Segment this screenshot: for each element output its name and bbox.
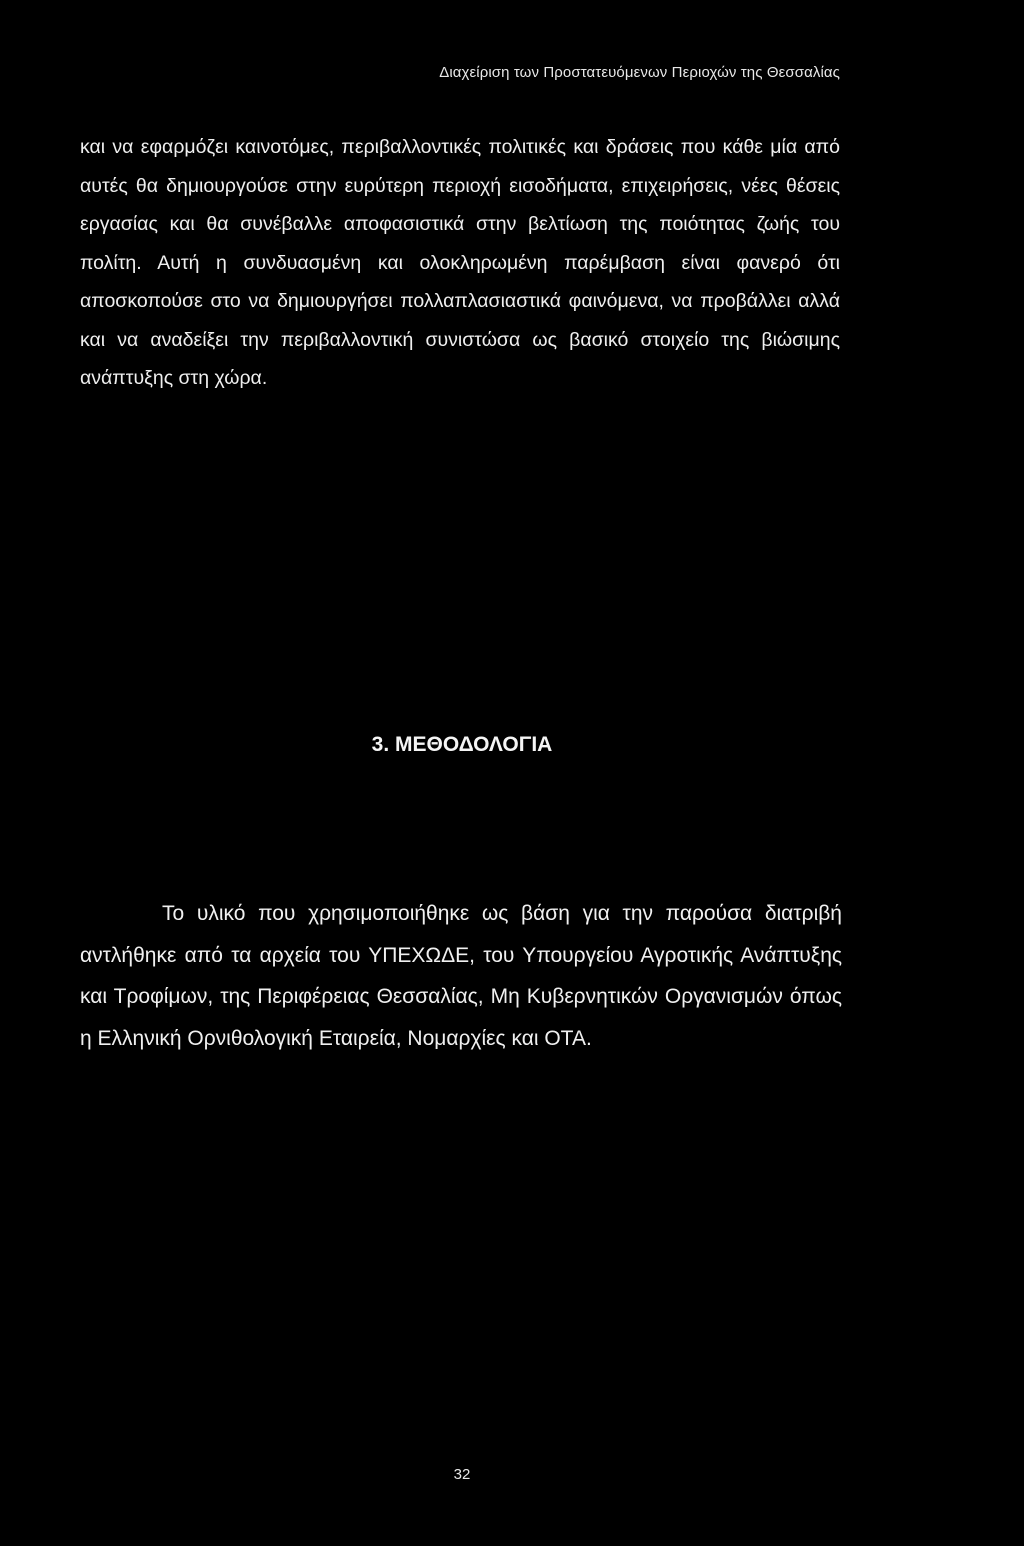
methodology-paragraph: Το υλικό που χρησιμοποιήθηκε ως βάση για την παρούσα διατριβή αντλήθηκε από τα αρχεία του ΥΠΕΧΩΔΕ, του Υπουργείου Αγροτικής Ανάπτυξης και Τροφίμων, της Περιφέρειας Θεσσαλίας, Μη Κυβερνητικών Οργανισμών όπως η Ελληνική Ορνιθολογική Εταιρεία, Νομαρχίες και ΟΤΑ. [80, 902, 842, 1050]
running-header: Διαχείριση των Προστατευόμενων Περιοχών της Θεσσαλίας [439, 64, 840, 81]
section-title: 3. ΜΕΘΟΔΟΛΟΓΙΑ [371, 733, 553, 756]
intro-paragraph: και να εφαρμόζει καινοτόμες, περιβαλλοντικές πολιτικές και δράσεις που κάθε μία από αυτές θα δημιουργούσε στην ευρύτερη περιοχή εισοδήματα, επιχειρήσεις, νέες θέσεις εργασίας και θα συνέβαλλε αποφασιστικά στην βελτίωση της ποιότητας ζωής του πολίτη. Αυτή η συνδυασμένη και ολοκληρωμένη παρέμβαση είναι φανερό ότι αποσκοπούσε στο να δημιουργήσει πολλαπλασιαστικά φαινόμενα, να προβάλλει αλλά και να αναδείξει την περιβαλλοντική συνιστώσα ως βασικό στοιχείο της βιώσιμης ανάπτυξης στη χώρα. [80, 136, 840, 389]
page-number: 32 [453, 1466, 471, 1483]
